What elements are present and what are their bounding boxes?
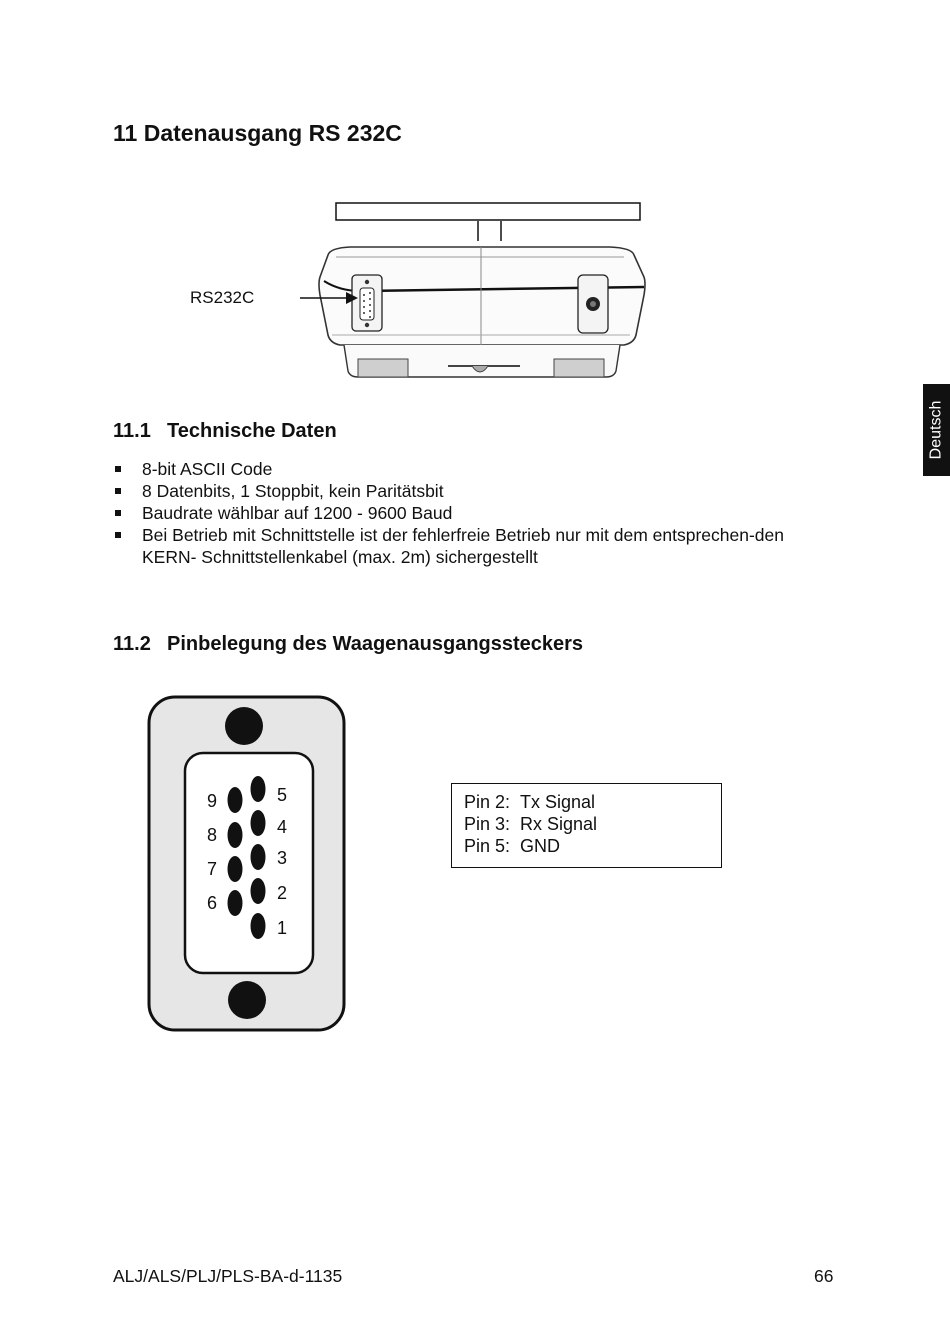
pin-4: [251, 810, 266, 836]
mounting-hole-top: [225, 707, 263, 745]
pin-2: [251, 878, 266, 904]
device-back-illustration: [300, 195, 660, 385]
mounting-hole-bottom: [228, 981, 266, 1019]
list-item: 8-bit ASCII Code: [113, 458, 833, 480]
pin-9: [228, 787, 243, 813]
section-heading-pins: [113, 633, 583, 656]
pin-signal: GND: [520, 836, 560, 856]
pin-label: 5: [277, 785, 288, 805]
section-heading-tech: [113, 420, 337, 443]
pin-label: 9: [207, 791, 218, 811]
pin-label: 3: [277, 848, 288, 868]
language-tab: [923, 384, 950, 476]
pin-signal: Tx Signal: [520, 792, 596, 812]
pin-signal: Rx Signal: [520, 814, 598, 834]
footer-page-number: 66: [814, 1266, 834, 1286]
tech-spec-list: [113, 458, 833, 568]
pin-label: 8: [207, 825, 218, 845]
pin-3: [251, 844, 266, 870]
pin-label: 6: [207, 893, 218, 913]
db9-connector-diagram: [145, 693, 350, 1035]
pin-number: Pin 5:: [464, 836, 511, 856]
pin-assignment-box: [451, 783, 722, 868]
pin-6: [228, 890, 243, 916]
footer-doc-id: ALJ/ALS/PLJ/PLS-BA-d-1135: [113, 1266, 343, 1286]
pin-number: Pin 3:: [464, 814, 511, 834]
section-number: 11.2: [113, 633, 151, 655]
list-item: Bei Betrieb mit Schnittstelle ist der fehlerfreie Betrieb nur mit dem entsprechen-den KERN- Schnittstellenkabel (max. 2m) sichergestellt: [113, 524, 833, 568]
pin-row: [464, 791, 721, 813]
language-tab-label: Deutsch: [927, 400, 945, 460]
pin-row: [464, 835, 721, 857]
pin-label: 1: [277, 918, 288, 938]
pin-5: [251, 776, 266, 802]
pin-7: [228, 856, 243, 882]
pin-8: [228, 822, 243, 848]
pin-row: [464, 813, 721, 835]
pin-label: 4: [277, 817, 288, 837]
section-number: 11.1: [113, 420, 151, 442]
pin-label: 2: [277, 883, 288, 903]
connector-face: [185, 753, 313, 973]
pin-1: [251, 913, 266, 939]
section-title: Technische Daten: [167, 420, 337, 442]
list-item: Baudrate wählbar auf 1200 - 9600 Baud: [113, 502, 833, 524]
rs232c-label: RS232C: [190, 288, 255, 307]
list-item: 8 Datenbits, 1 Stoppbit, kein Paritätsbit: [113, 480, 833, 502]
section-title: Pinbelegung des Waagenausgangssteckers: [167, 633, 584, 655]
pin-number: Pin 2:: [464, 792, 511, 812]
page-title: 11 Datenausgang RS 232C: [113, 120, 402, 146]
pin-label: 7: [207, 859, 218, 879]
device-top-outline: [336, 203, 640, 220]
